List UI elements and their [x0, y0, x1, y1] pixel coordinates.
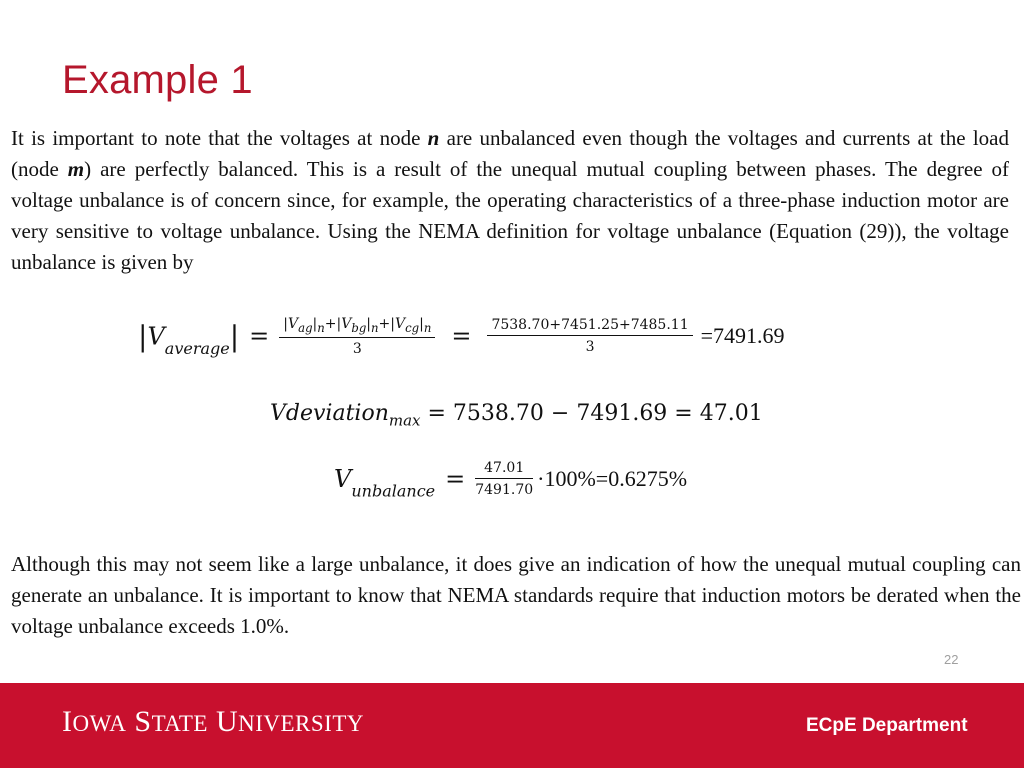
- v-average-subscript: average: [164, 339, 230, 359]
- fraction-unbalance: [475, 460, 533, 498]
- node-m-label: m: [67, 157, 85, 181]
- equation-average-voltage: $|V_{average}|$ = $\frac{|V_{ag}|_n+|V_{bg}|_n+|V_{cg}|_n}{3}$ = $\frac{7538.70+7451.25+7485.11}{3}$ =7491.69: [138, 316, 785, 359]
- v-unbalance-subscript: unbalance: [351, 481, 436, 501]
- intro-paragraph: [11, 123, 1009, 278]
- symbolic-numerator: $|V_{ag}|_n+|V_{bg}|_n+|V_{cg}|_n$: [279, 316, 435, 338]
- numeric-denominator: 3: [585, 339, 595, 356]
- intro-text-1: It is important to note that the voltages at node: [11, 126, 428, 150]
- equation-unbalance: [334, 460, 687, 501]
- v-unbalance-symbol: V: [334, 465, 352, 493]
- average-result: =7491.69: [700, 323, 785, 349]
- department-label: ECpE Department: [806, 715, 968, 736]
- deviation-expression: = 7538.70 − 7491.69 = 47.01: [420, 401, 763, 426]
- numeric-numerator: 7538.70+7451.25+7485.11: [487, 317, 692, 336]
- intro-text-3: ) are perfectly balanced. This is a result of the unequal mutual coupling between phases. The degree of voltage unbalance is of concern since, for example, the operating characteristics of a three-phase induction motor are very sensitive to voltage unbalance. Using the NEMA definition for voltage unbalance (Equation (29)), the voltage unbalance is given by: [11, 157, 1010, 274]
- slide-title: Example 1: [62, 58, 253, 102]
- unbalance-numerator: 47.01: [475, 460, 533, 479]
- vdeviation-symbol: Vdeviation: [270, 401, 389, 426]
- equals-sign-3: =: [445, 465, 466, 493]
- fraction-numeric: [487, 317, 692, 355]
- footer-bar: [0, 683, 1024, 768]
- unbalance-denominator: 7491.70: [475, 482, 534, 498]
- conclusion-paragraph: Although this may not seem like a large unbalance, it does give an indication of how the unequal mutual coupling can generate an unbalance. It is important to know that NEMA standards require that induction motors be derated when the voltage unbalance exceeds 1.0%.: [11, 552, 1021, 638]
- equation-max-deviation: [270, 400, 763, 429]
- v-average-symbol: V: [147, 322, 165, 351]
- university-logo: IOWA STATE UNIVERSITY: [62, 705, 365, 738]
- fraction-symbolic: [279, 316, 435, 357]
- symbolic-denominator: 3: [352, 340, 362, 357]
- page-number: 22: [944, 652, 959, 667]
- unbalance-result: ·100%=0.6275%: [537, 466, 688, 491]
- node-n-label: n: [427, 126, 440, 150]
- equals-sign-1: =: [249, 322, 270, 351]
- vdeviation-subscript: max: [388, 411, 421, 430]
- intro-text-2: are unbalanced even though the voltages and currents at the load (node: [11, 126, 1009, 181]
